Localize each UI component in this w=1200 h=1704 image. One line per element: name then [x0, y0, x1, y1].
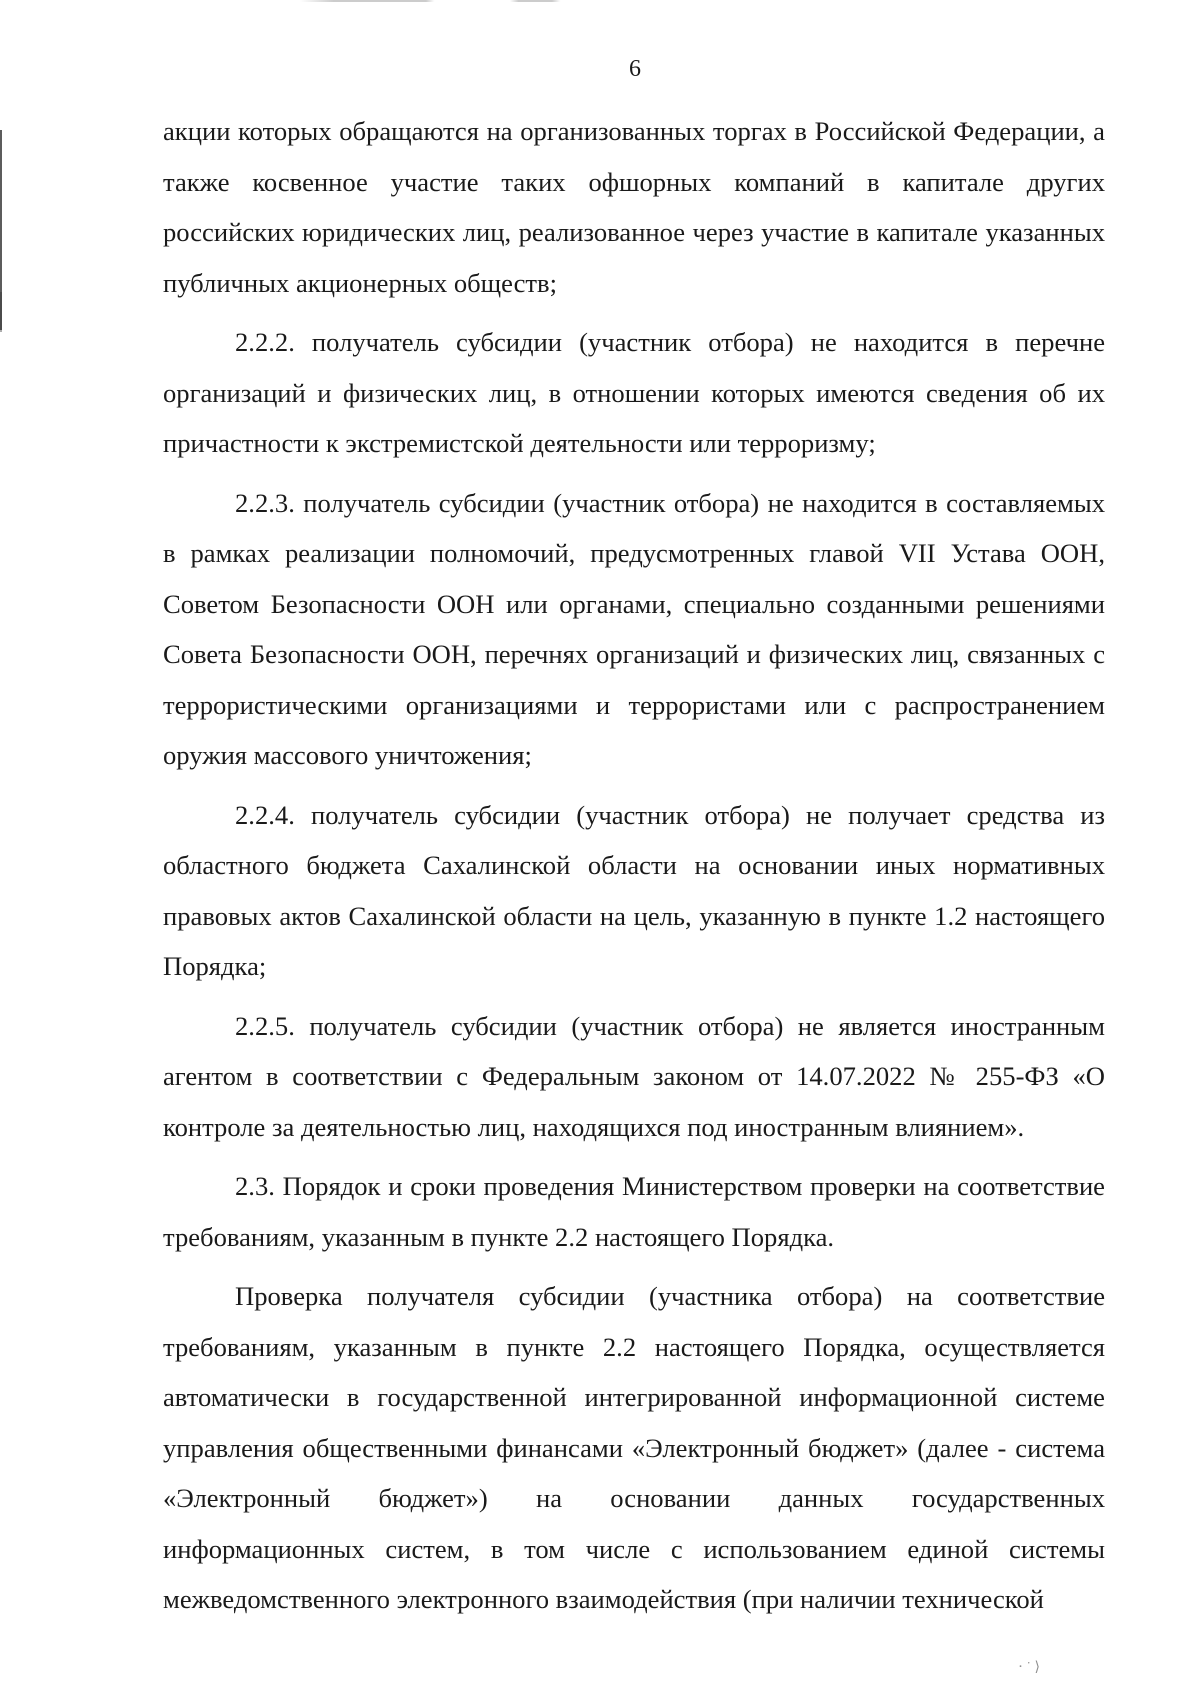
- paragraph-verification: Проверка получателя субсидии (участника отбора) на соответствие требованиям, указанным в пункте 2.2 настоящего Порядка, осуществляется автоматически в государственной интегрированной информационной системе управления общественными финансами «Электронный бюджет» (далее - система «Электронный бюджет») на основании данных государственных информационных систем, в том числе с использованием единой системы межведомственного электронного взаимодействия (при наличии технической: [163, 1281, 1105, 1614]
- paragraph-2-2-3: 2.2.3. получатель субсидии (участник отбора) не находится в составляемых в рамках реализации полномочий, предусмотренных главой VII Устава ООН, Советом Безопасности ООН или органами, специально созданными решениями Совета Безопасности ООН, перечнях организаций и физических лиц, связанных с террористическими организациями и террористами или с распространением оружия массового уничтожения;: [163, 487, 1105, 770]
- scan-speck: ⋅ ˙ ⟩: [1018, 1660, 1040, 1675]
- document-body: [163, 106, 1105, 1625]
- scan-artifact-left-small: [0, 292, 2, 332]
- page-number: 6: [629, 56, 641, 82]
- paragraph-2-2-5: 2.2.5. получатель субсидии (участник отбора) не является иностранным агентом в соответствии с Федеральным законом от 14.07.2022 № 255-ФЗ «О контроле за деятельностью лиц, находящихся под иностранным влиянием».: [163, 1010, 1105, 1142]
- scan-artifact-top: [300, 0, 720, 2]
- paragraph-continuation: акции которых обращаются на организованных торгах в Российской Федерации, а также косвенное участие таких офшорных компаний в капитале других российских юридических лиц, реализованное через участие в капитале указанных публичных акционерных обществ;: [163, 116, 1105, 298]
- paragraph-2-2-2: 2.2.2. получатель субсидии (участник отбора) не находится в перечне организаций и физических лиц, в отношении которых имеются сведения об их причастности к экстремистской деятельности или терроризму;: [163, 327, 1105, 458]
- paragraph-2-2-4: 2.2.4. получатель субсидии (участник отбора) не получает средства из областного бюджета Сахалинской области на основании иных нормативных правовых актов Сахалинской области на цель, указанную в пункте 1.2 настоящего Порядка;: [163, 799, 1105, 981]
- paragraph-2-3: 2.3. Порядок и сроки проведения Министерством проверки на соответствие требованиям, указанным в пункте 2.2 настоящего Порядка.: [163, 1171, 1105, 1252]
